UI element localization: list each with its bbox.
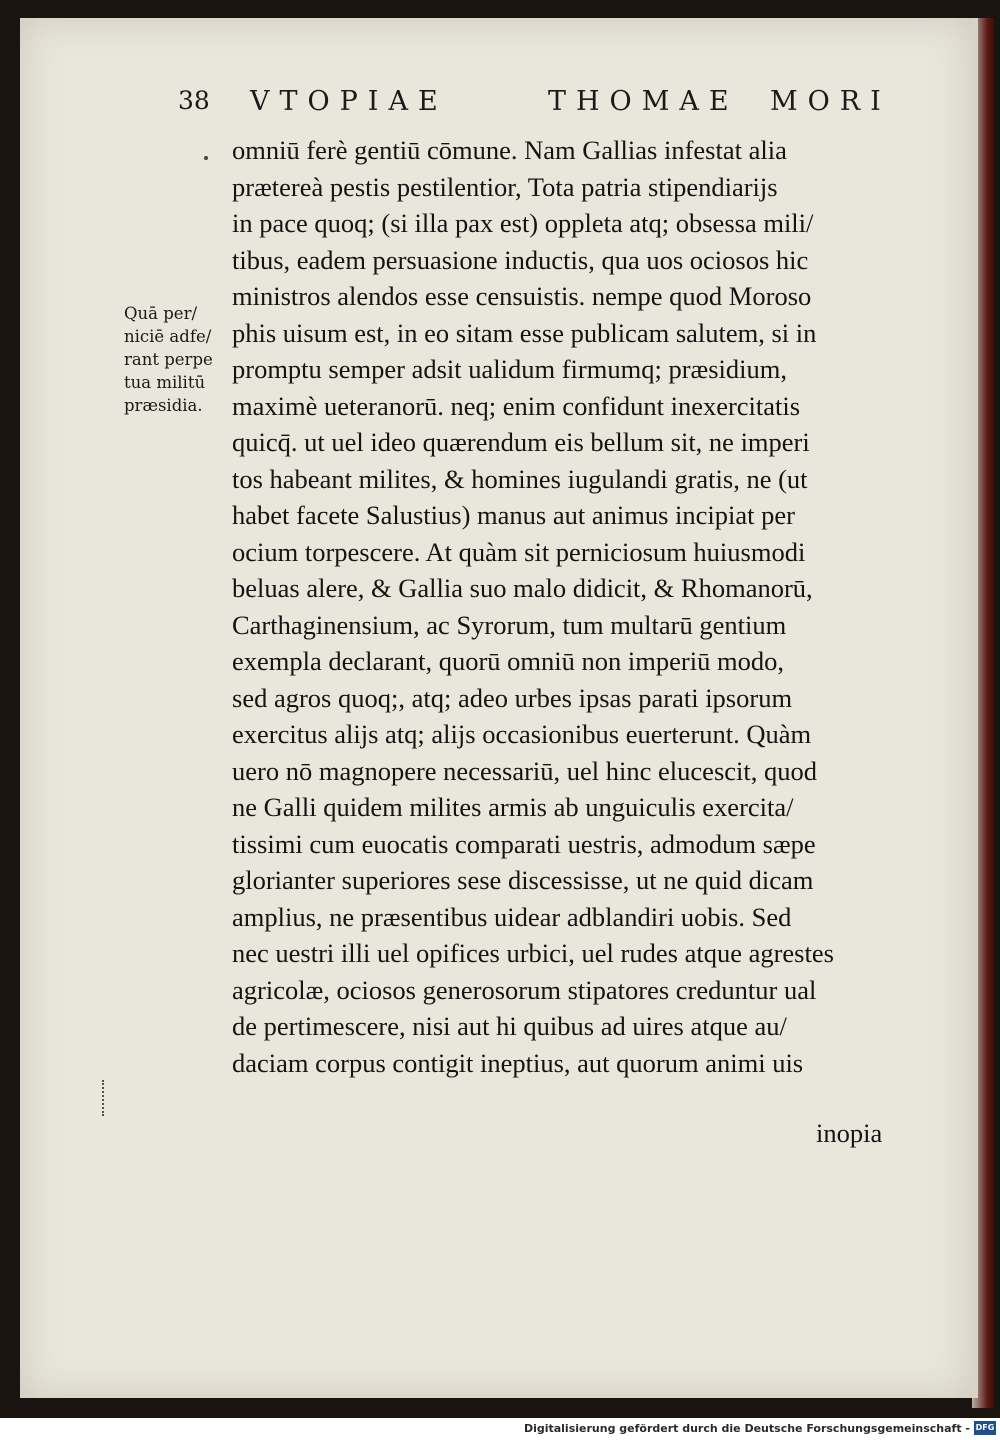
running-head xyxy=(178,86,938,126)
text-line: tibus, eadem persuasione inductis, qua uos ociosos hic xyxy=(232,244,809,275)
running-head-author-last: MORI xyxy=(770,86,891,117)
text-line: amplius, ne præsentibus uidear adblandiri uobis. Sed xyxy=(232,901,792,932)
text-line: de pertimescere, nisi aut hi quibus ad uires atque au/ xyxy=(232,1011,787,1041)
margin-mark xyxy=(102,1080,106,1116)
marginal-note-line: Quā per/ xyxy=(124,304,198,323)
catchword: inopia xyxy=(816,1118,883,1148)
marginal-note-line: rant perpe xyxy=(124,350,213,369)
text-line: glorianter superiores sese discessisse, ut ne quid dicam xyxy=(232,865,814,895)
text-line: agricolæ, ociosos generosorum stipatores creduntur ual xyxy=(232,974,817,1005)
running-head-title: VTOPIAE xyxy=(250,86,448,117)
text-line: promptu semper adsit ualidum firmumq; præsidium, xyxy=(232,354,787,384)
text-line: exempla declarant, quorū omniū non imperiū modo, xyxy=(232,646,784,676)
text-line: daciam corpus contigit ineptius, aut quorum animi uis xyxy=(232,1047,804,1078)
text-line: beluas alere, & Gallia suo malo didicit, & Rhomanorū, xyxy=(232,573,813,603)
text-line: tos habeant milites, & homines iugulandi gratis, ne (ut xyxy=(232,463,808,494)
running-head-author-first: THOMAE xyxy=(548,86,739,117)
text-line: ministros alendos esse censuistis. nempe quod Moroso xyxy=(232,281,812,311)
text-line: Carthaginensium, ac Syrorum, tum multarū gentium xyxy=(232,609,787,640)
text-line: in pace quoq; (si illa pax est) oppleta atq; obsessa mili/ xyxy=(232,208,814,238)
marginal-note xyxy=(124,302,234,417)
text-line: quicq̄. ut uel ideo quærendum eis bellum sit, ne imperi xyxy=(232,427,810,457)
ink-speck xyxy=(204,156,208,160)
text-line: ocium torpescere. At quàm sit perniciosum huiusmodi xyxy=(232,536,806,567)
marginal-note-line: præsidia. xyxy=(124,396,203,415)
text-line: ne Galli quidem milites armis ab unguiculis exercita/ xyxy=(232,792,794,822)
dfg-logo: DFG xyxy=(974,1421,996,1435)
body-text xyxy=(232,132,922,1081)
text-line: tissimi cum euocatis comparati uestris, admodum sæpe xyxy=(232,828,816,859)
text-line: uero nō magnopere necessariū, uel hinc elucescit, quod xyxy=(232,755,817,786)
text-line: omniū ferè gentiū cōmune. Nam Gallias infestat alia xyxy=(232,135,787,165)
text-line: sed agros quoq;, atq; adeo urbes ipsas parati ipsorum xyxy=(232,682,793,713)
text-line: exercitus alijs atq; alijs occasionibus euerterunt. Quàm xyxy=(232,719,812,749)
text-line: prætereà pestis pestilentior, Tota patria stipendiarijs xyxy=(232,171,778,202)
funding-credit: Digitalisierung gefördert durch die Deutsche Forschungsgemeinschaft - xyxy=(523,1422,970,1435)
text-line: habet facete Salustius) manus aut animus incipiat per xyxy=(232,500,795,530)
digitization-footer xyxy=(0,1418,1000,1440)
text-line: nec uestri illi uel opifices urbici, uel rudes atque agrestes xyxy=(232,938,834,968)
text-line: maximè ueteranorū. neq; enim confidunt inexercitatis xyxy=(232,390,801,421)
page-number: 38 xyxy=(178,86,210,115)
text-line: phis uisum est, in eo sitam esse publicam salutem, si in xyxy=(232,317,817,348)
marginal-note-line: tua militū xyxy=(124,373,206,392)
marginal-note-line: niciē adfe/ xyxy=(124,327,212,346)
